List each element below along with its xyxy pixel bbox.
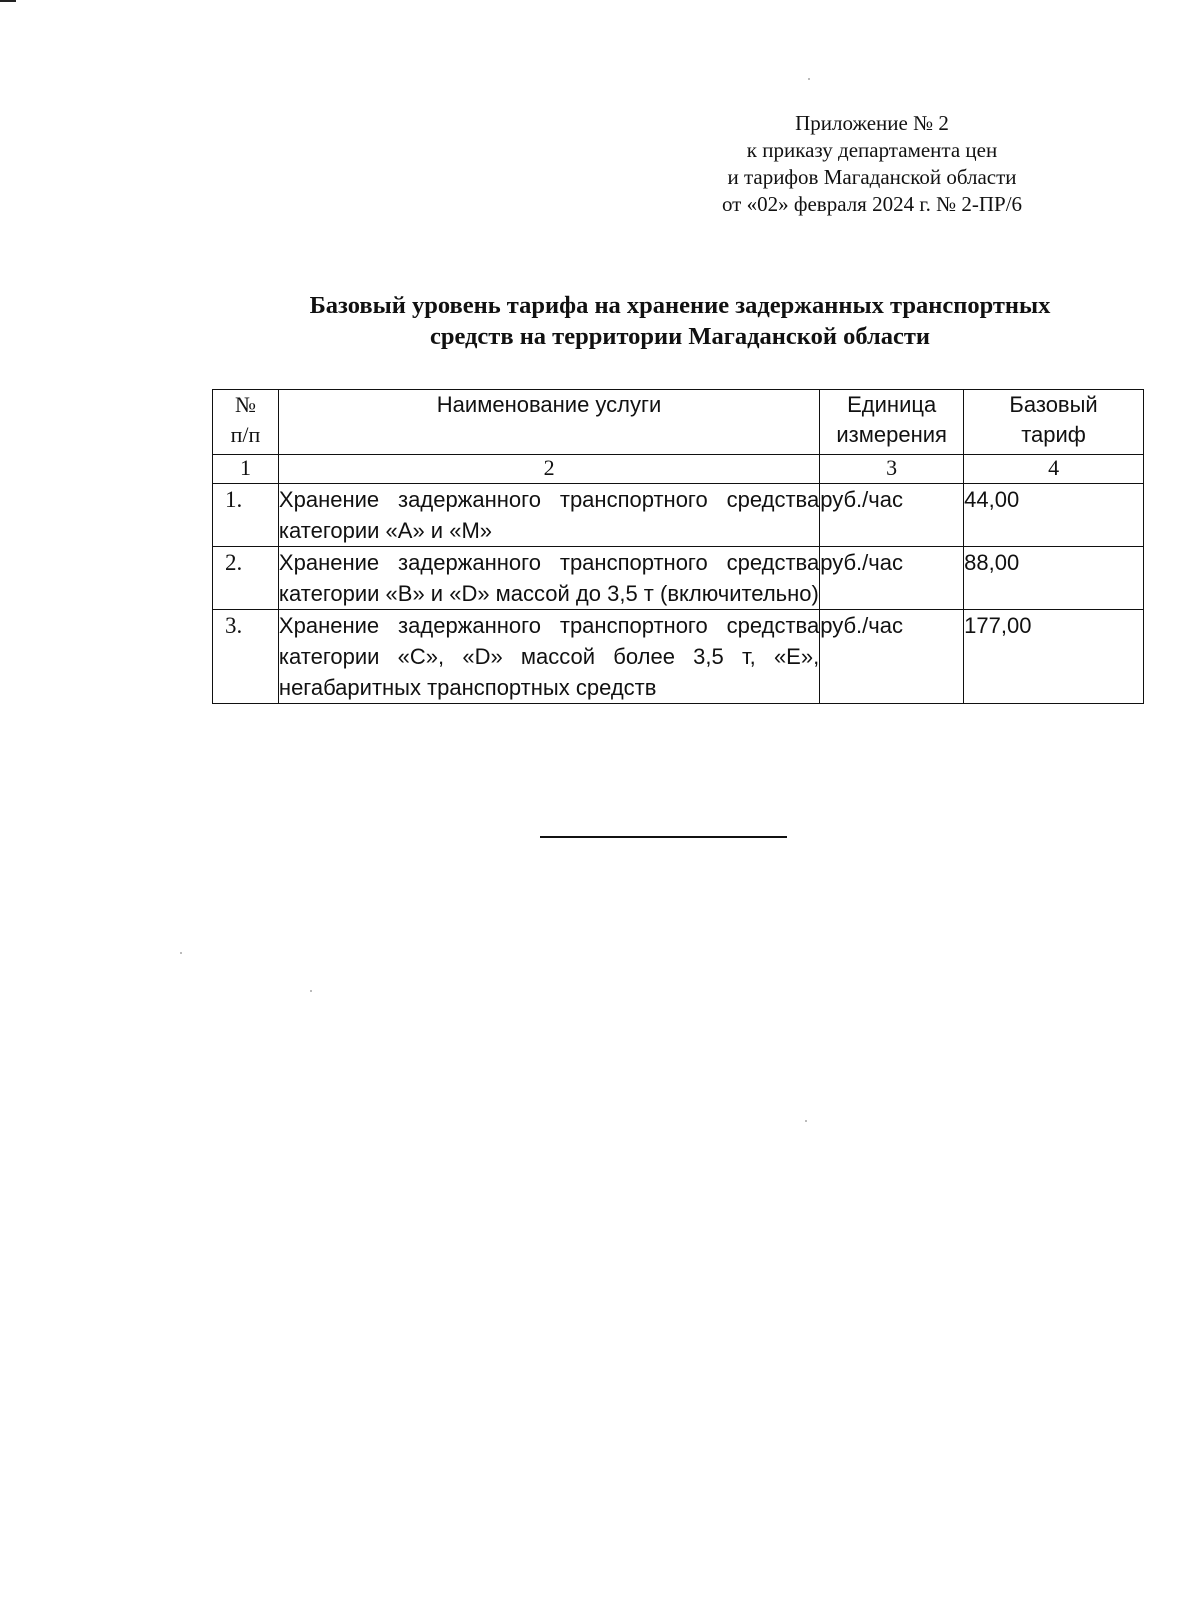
table-row (213, 484, 1144, 547)
header-unit-line: Единица (847, 392, 937, 417)
column-index-row (213, 455, 1144, 484)
header-tariff-line: Базовый (1009, 392, 1098, 417)
base-tariff: 88,00 (964, 547, 1144, 610)
service-name: Хранение задержанного транспортного средства категории «C», «D» массой более 3,5 т, «E», негабаритных транспортных средств (278, 610, 819, 704)
appendix-line: Приложение № 2 (795, 111, 949, 135)
appendix-header (690, 110, 1054, 218)
tariff-table (212, 389, 1144, 704)
column-index: 2 (278, 455, 819, 484)
unit-of-measure: руб./час (820, 610, 964, 704)
table-row (213, 547, 1144, 610)
document-title (225, 290, 1135, 352)
scan-corner-mark (0, 0, 16, 2)
header-unit (820, 390, 964, 455)
row-number: 1. (213, 484, 279, 547)
title-line: средств на территории Магаданской области (429, 323, 930, 350)
header-number-line: п/п (230, 422, 261, 447)
column-index: 4 (964, 455, 1144, 484)
service-name: Хранение задержанного транспортного средства категории «B» и «D» массой до 3,5 т (включительно) (278, 547, 819, 610)
header-tariff (964, 390, 1144, 455)
table-row (213, 610, 1144, 704)
unit-of-measure: руб./час (820, 484, 964, 547)
header-number-line: № (234, 392, 256, 417)
service-name: Хранение задержанного транспортного средства категории «A» и «M» (278, 484, 819, 547)
unit-of-measure: руб./час (820, 547, 964, 610)
header-number (213, 390, 279, 455)
scan-speck (310, 990, 312, 992)
closing-rule (540, 836, 787, 838)
scan-speck (808, 78, 810, 80)
title-line: Базовый уровень тарифа на хранение задержанных транспортных (309, 292, 1051, 319)
appendix-line: от «02» февраля 2024 г. № 2-ПР/6 (721, 192, 1023, 216)
scan-speck (180, 952, 182, 954)
header-unit-line: измерения (836, 422, 947, 447)
appendix-line: к приказу департамента цен (746, 138, 998, 162)
appendix-line: и тарифов Магаданской области (727, 165, 1017, 189)
header-service-name: Наименование услуги (278, 390, 819, 455)
row-number: 3. (213, 610, 279, 704)
header-tariff-line: тариф (1021, 422, 1086, 447)
column-index: 1 (213, 455, 279, 484)
table-header-row (213, 390, 1144, 455)
column-index: 3 (820, 455, 964, 484)
base-tariff: 44,00 (964, 484, 1144, 547)
base-tariff: 177,00 (964, 610, 1144, 704)
scan-speck (805, 1120, 807, 1122)
row-number: 2. (213, 547, 279, 610)
